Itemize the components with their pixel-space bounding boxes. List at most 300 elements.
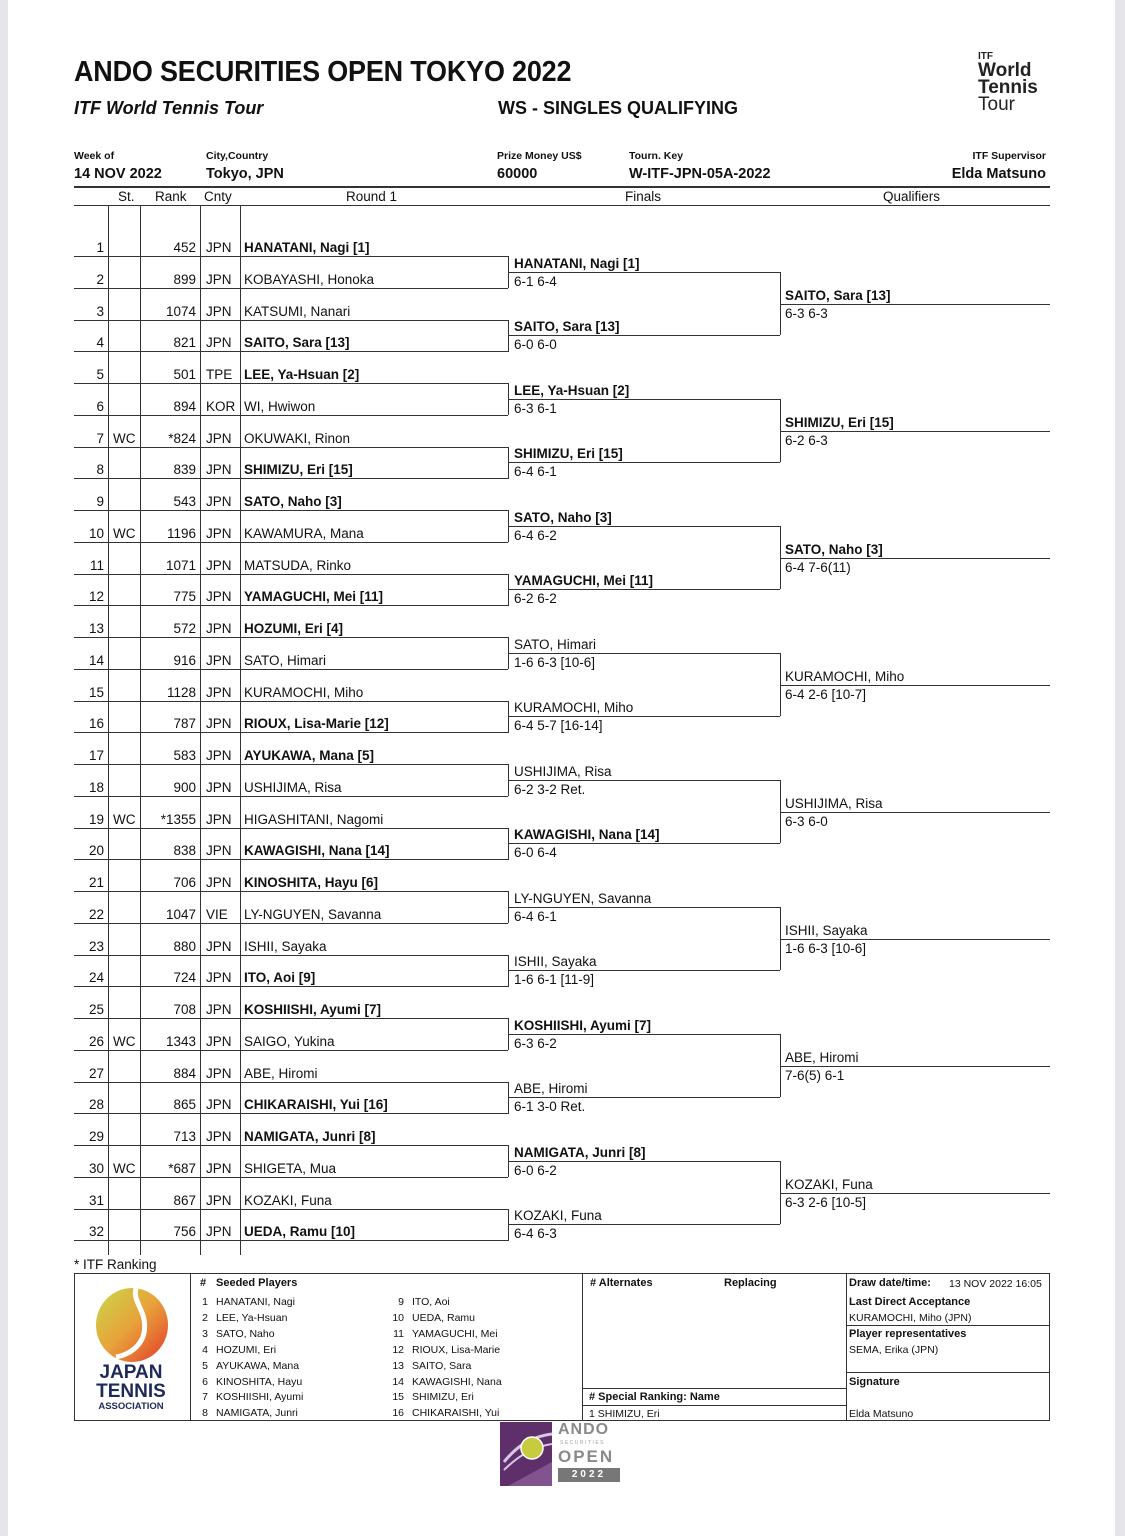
player-country: JPN xyxy=(206,240,232,255)
draw-position: 26 xyxy=(88,1033,104,1049)
row-rule xyxy=(74,955,508,956)
draw-position: 16 xyxy=(88,716,104,732)
player-country: JPN xyxy=(206,970,232,986)
player-name[interactable]: KOBAYASHI, Honoka xyxy=(244,271,375,287)
seed-player-name: KINOSHITA, Hayu xyxy=(216,1375,303,1388)
seed-number: 3 xyxy=(202,1327,208,1340)
qualifier-name[interactable]: USHIJIMA, Risa xyxy=(785,796,883,811)
special-ranking-title: # Special Ranking: Name xyxy=(589,1391,720,1403)
qualifier-name[interactable]: KURAMOCHI, Miho xyxy=(785,669,905,684)
finals-rule xyxy=(508,272,780,273)
draw-position: 7 xyxy=(96,430,104,446)
ando-logo-line2: SECURITIES xyxy=(560,1440,606,1446)
qualifier-name[interactable]: SHIMIZU, Eri [15] xyxy=(785,415,894,430)
jta-logo-line: ASSOCIATION xyxy=(98,1401,164,1412)
player-rank: 452 xyxy=(173,240,196,255)
finals-score: 6-0 6-4 xyxy=(514,845,557,860)
player-rank: 839 xyxy=(173,462,196,478)
player-name[interactable]: AYUKAWA, Mana [5] xyxy=(244,748,375,763)
qualifier-name[interactable]: ISHII, Sayaka xyxy=(785,923,868,938)
col-header-qualifiers: Qualifiers xyxy=(883,189,941,204)
row-rule xyxy=(74,605,508,606)
seed-player-name: LEE, Ya-Hsuan xyxy=(216,1311,288,1324)
alternates-title: # Alternates xyxy=(590,1277,653,1289)
qualifier-rule xyxy=(780,558,1050,559)
column-header-rule xyxy=(74,205,1050,206)
finals-rule xyxy=(508,780,780,781)
draw-position: 27 xyxy=(88,1065,104,1081)
finals-score: 6-2 3-2 Ret. xyxy=(514,782,586,797)
entry-status: WC xyxy=(113,525,136,541)
row-rule xyxy=(74,637,508,638)
row-rule xyxy=(74,1050,508,1051)
seed-player-name: SAITO, Sara xyxy=(412,1359,472,1372)
seed-player-name: SHIMIZU, Eri xyxy=(412,1391,474,1404)
itf-world-tennis-tour-logo xyxy=(978,52,1058,113)
qualifier-score: 6-3 6-3 xyxy=(785,306,828,321)
row-rule xyxy=(74,1145,508,1146)
row-rule xyxy=(74,542,508,543)
player-country: JPN xyxy=(206,938,232,954)
player-name[interactable]: SATO, Himari xyxy=(244,652,327,668)
player-country: JPN xyxy=(206,716,232,732)
row-rule xyxy=(74,415,508,416)
seed-number: 2 xyxy=(202,1311,208,1324)
qualifier-rule xyxy=(780,1193,1050,1194)
player-rank: 880 xyxy=(173,938,196,954)
finals-score: 6-4 6-2 xyxy=(514,528,557,543)
player-rank: 1074 xyxy=(165,303,196,319)
player-name[interactable]: KAWAMURA, Mana xyxy=(244,525,364,541)
player-rank: 865 xyxy=(173,1097,196,1113)
finals-winner-name[interactable]: ABE, Hiromi xyxy=(514,1081,588,1096)
bracket-connector xyxy=(508,1209,509,1241)
finals-score: 6-3 6-1 xyxy=(514,401,557,416)
finals-score: 6-1 6-4 xyxy=(514,274,557,289)
player-rank: *1355 xyxy=(160,811,196,827)
player-name[interactable]: KURAMOCHI, Miho xyxy=(244,684,364,700)
row-rule xyxy=(74,859,508,860)
signature-label: Signature xyxy=(849,1376,900,1388)
finals-score: 6-4 5-7 [16-14] xyxy=(514,718,603,733)
seed-number: 10 xyxy=(392,1311,404,1324)
player-name[interactable]: MATSUDA, Rinko xyxy=(244,557,352,573)
player-country: JPN xyxy=(206,843,232,859)
row-rule xyxy=(74,701,508,702)
draw-position: 12 xyxy=(88,589,104,605)
row-rule xyxy=(74,764,508,765)
player-reps-label: Player representatives xyxy=(849,1328,967,1340)
finals-winner-name[interactable]: NAMIGATA, Junri [8] xyxy=(514,1145,646,1160)
finals-rule xyxy=(508,399,780,400)
player-rank: 775 xyxy=(173,589,196,605)
jta-logo-text xyxy=(86,1363,176,1413)
prize-value: 60000 xyxy=(497,166,538,182)
finals-rule xyxy=(508,526,780,527)
week-label: Week of xyxy=(74,150,115,162)
finals-winner-name[interactable]: LEE, Ya-Hsuan [2] xyxy=(514,383,630,398)
lda-label: Last Direct Acceptance xyxy=(849,1296,971,1308)
player-name[interactable]: SATO, Naho [3] xyxy=(244,494,342,509)
finals-winner-name[interactable]: KURAMOCHI, Miho xyxy=(514,700,634,715)
seed-number: 6 xyxy=(202,1375,208,1388)
player-name[interactable]: CHIKARAISHI, Yui [16] xyxy=(244,1097,388,1113)
seed-player-name: RIOUX, Lisa-Marie xyxy=(412,1343,501,1356)
player-name[interactable]: WI, Hwiwon xyxy=(244,398,316,414)
row-rule xyxy=(74,891,508,892)
header-rule xyxy=(74,186,1050,188)
player-name[interactable]: ABE, Hiromi xyxy=(244,1065,318,1081)
seed-player-name: HOZUMI, Eri xyxy=(216,1343,277,1356)
player-name[interactable]: LY-NGUYEN, Savanna xyxy=(244,906,382,922)
player-country: JPN xyxy=(206,335,232,351)
player-name[interactable]: KOSHIISHI, Ayumi [7] xyxy=(244,1002,382,1017)
row-rule xyxy=(74,1209,508,1210)
itf-logo-mark: ITF xyxy=(978,51,993,62)
city-value: Tokyo, JPN xyxy=(206,166,284,182)
finals-rule xyxy=(508,653,780,654)
finals-rule xyxy=(508,970,780,971)
itf-logo-line: Tour xyxy=(978,94,1015,115)
row-rule xyxy=(74,923,508,924)
row-rule xyxy=(74,1018,508,1019)
qualifier-name[interactable]: ABE, Hiromi xyxy=(785,1050,859,1065)
prize-label: Prize Money US$ xyxy=(497,150,582,162)
tourn-key-label: Tourn. Key xyxy=(629,150,684,162)
col-header-finals: Finals xyxy=(625,189,662,204)
player-name[interactable]: ISHII, Sayaka xyxy=(244,938,327,954)
player-rank: 899 xyxy=(173,271,196,287)
finals-winner-name[interactable]: KAWAGISHI, Nana [14] xyxy=(514,827,660,842)
row-rule xyxy=(74,383,508,384)
row-rule xyxy=(74,986,508,987)
finals-rule xyxy=(508,1097,780,1098)
qualifier-rule xyxy=(780,304,1050,305)
finals-score: 6-0 6-2 xyxy=(514,1163,557,1178)
finals-winner-name[interactable]: ISHII, Sayaka xyxy=(514,954,597,969)
player-rank: 713 xyxy=(173,1129,196,1144)
draw-position: 32 xyxy=(88,1224,104,1240)
finals-winner-name[interactable]: SATO, Naho [3] xyxy=(514,510,612,525)
draw-position: 2 xyxy=(96,271,104,287)
entry-status: WC xyxy=(113,1033,136,1049)
seed-player-name: CHIKARAISHI, Yui xyxy=(412,1407,500,1420)
row-rule xyxy=(74,288,508,289)
draw-position: 4 xyxy=(96,335,104,351)
footer-divider xyxy=(582,1405,846,1406)
player-rank: 916 xyxy=(173,652,196,668)
city-label: City,Country xyxy=(206,150,269,162)
player-country: JPN xyxy=(206,652,232,668)
draw-position: 31 xyxy=(88,1192,104,1208)
draw-position: 6 xyxy=(96,398,104,414)
col-header-rank: Rank xyxy=(155,189,187,204)
tourn-key-value: W-ITF-JPN-05A-2022 xyxy=(629,166,771,182)
player-country: JPN xyxy=(206,589,232,605)
entry-status: WC xyxy=(113,430,136,446)
player-name[interactable]: USHIJIMA, Risa xyxy=(244,779,342,795)
col-header-st: St. xyxy=(118,189,135,204)
player-name[interactable]: YAMAGUCHI, Mei [11] xyxy=(244,589,384,605)
seed-number: 8 xyxy=(202,1407,208,1420)
finals-score: 6-4 6-3 xyxy=(514,1226,557,1241)
tennis-ball-icon xyxy=(92,1283,172,1363)
footer-divider xyxy=(582,1388,846,1389)
player-name[interactable]: ITO, Aoi [9] xyxy=(244,970,316,986)
player-country: JPN xyxy=(206,430,232,446)
player-name[interactable]: LEE, Ya-Hsuan [2] xyxy=(244,367,360,382)
player-country: JPN xyxy=(206,1097,232,1113)
footer-divider xyxy=(846,1372,1049,1373)
player-name[interactable]: HANATANI, Nagi [1] xyxy=(244,240,370,255)
finals-score: 6-1 3-0 Ret. xyxy=(514,1099,586,1114)
seed-number: 7 xyxy=(202,1391,208,1404)
draw-position: 17 xyxy=(88,748,104,763)
player-rank: 838 xyxy=(173,843,196,859)
bracket-connector xyxy=(508,447,509,479)
player-country: JPN xyxy=(206,1129,232,1144)
player-rank: 501 xyxy=(173,367,196,382)
finals-rule xyxy=(508,1224,780,1225)
seeds-hash: # xyxy=(200,1277,207,1289)
player-name[interactable]: KOZAKI, Funa xyxy=(244,1192,332,1208)
finals-winner-name[interactable]: YAMAGUCHI, Mei [11] xyxy=(514,573,654,588)
player-rank: 572 xyxy=(173,621,196,636)
ando-securities-open-logo xyxy=(500,1422,630,1486)
jta-logo-line: JAPAN xyxy=(99,1362,163,1383)
row-rule xyxy=(74,1240,508,1241)
finals-rule xyxy=(508,716,780,717)
tournament-title: ANDO SECURITIES OPEN TOKYO 2022 xyxy=(74,56,572,88)
finals-rule xyxy=(508,589,780,590)
player-country: JPN xyxy=(206,621,232,636)
player-name[interactable]: OKUWAKI, Rinon xyxy=(244,430,351,446)
player-name[interactable]: UEDA, Ramu [10] xyxy=(244,1224,356,1240)
player-rank: 867 xyxy=(173,1192,196,1208)
finals-score: 6-4 6-1 xyxy=(514,464,557,479)
bracket-connector xyxy=(508,828,509,860)
player-country: JPN xyxy=(206,303,232,319)
bracket-connector xyxy=(508,701,509,733)
seed-number: 14 xyxy=(392,1375,404,1388)
row-rule xyxy=(74,510,508,511)
player-rank: 543 xyxy=(173,494,196,509)
finals-rule xyxy=(508,907,780,908)
seed-player-name: NAMIGATA, Junri xyxy=(216,1407,298,1420)
draw-position: 24 xyxy=(88,970,104,986)
finals-rule xyxy=(508,1034,780,1035)
draw-position: 20 xyxy=(88,843,104,859)
finals-winner-name[interactable]: USHIJIMA, Risa xyxy=(514,764,612,779)
itf-ranking-footnote: * ITF Ranking xyxy=(74,1257,157,1272)
player-rank: 894 xyxy=(173,398,196,414)
draw-position: 21 xyxy=(88,875,104,890)
player-name[interactable]: HIGASHITANI, Nagomi xyxy=(244,811,384,827)
player-name[interactable]: KATSUMI, Nanari xyxy=(244,303,351,319)
seed-number: 1 xyxy=(202,1296,208,1308)
seed-player-name: KAWAGISHI, Nana xyxy=(412,1375,502,1388)
supervisor-label: ITF Supervisor xyxy=(972,150,1046,162)
player-name[interactable]: KINOSHITA, Hayu [6] xyxy=(244,875,379,890)
player-country: JPN xyxy=(206,684,232,700)
finals-score: 1-6 6-1 [11-9] xyxy=(514,972,595,987)
player-country: JPN xyxy=(206,748,232,763)
finals-rule xyxy=(508,462,780,463)
finals-winner-name[interactable]: SAITO, Sara [13] xyxy=(514,319,620,334)
player-name[interactable]: SHIGETA, Mua xyxy=(244,1160,337,1176)
seed-player-name: SATO, Naho xyxy=(216,1327,275,1340)
player-country: JPN xyxy=(206,1224,232,1240)
player-reps-value: SEMA, Erika (JPN) xyxy=(849,1344,939,1356)
seed-number: 5 xyxy=(202,1359,208,1372)
player-rank: 724 xyxy=(173,970,196,986)
row-rule xyxy=(74,574,508,575)
player-name[interactable]: SAIGO, Yukina xyxy=(244,1033,335,1049)
seed-player-name: HANATANI, Nagi xyxy=(216,1296,295,1308)
draw-position: 25 xyxy=(88,1002,104,1017)
player-country: KOR xyxy=(206,398,236,414)
player-rank: 884 xyxy=(173,1065,196,1081)
seed-number: 4 xyxy=(202,1343,208,1356)
row-rule xyxy=(74,732,508,733)
player-name[interactable]: NAMIGATA, Junri [8] xyxy=(244,1129,376,1144)
ando-logo-line1: ANDO xyxy=(558,1421,610,1438)
draw-position: 11 xyxy=(89,557,104,573)
footer-divider xyxy=(582,1273,583,1421)
tour-subtitle: ITF World Tennis Tour xyxy=(74,98,264,118)
draw-date-value: 13 NOV 2022 16:05 xyxy=(949,1278,1042,1290)
finals-winner-name[interactable]: HANATANI, Nagi [1] xyxy=(514,256,640,271)
draw-position: 22 xyxy=(88,906,104,922)
supervisor-value: Elda Matsuno xyxy=(951,166,1046,182)
player-country: JPN xyxy=(206,1065,232,1081)
draw-position: 9 xyxy=(96,494,104,509)
player-name[interactable]: HOZUMI, Eri [4] xyxy=(244,621,344,636)
player-country: JPN xyxy=(206,525,232,541)
qualifier-score: 6-3 6-0 xyxy=(785,814,828,829)
player-country: JPN xyxy=(206,779,232,795)
finals-rule xyxy=(508,1161,780,1162)
row-rule xyxy=(74,796,508,797)
seed-player-name: UEDA, Ramu xyxy=(412,1311,476,1324)
ando-logo-line3: OPEN xyxy=(558,1447,615,1466)
entry-status: WC xyxy=(113,1160,136,1176)
row-rule xyxy=(74,320,508,321)
bracket-connector xyxy=(508,955,509,987)
player-rank: 756 xyxy=(173,1224,196,1240)
player-country: JPN xyxy=(206,875,232,890)
week-value: 14 NOV 2022 xyxy=(74,166,162,182)
player-country: JPN xyxy=(206,811,232,827)
player-country: JPN xyxy=(206,1033,232,1049)
finals-score: 6-3 6-2 xyxy=(514,1036,557,1051)
row-rule xyxy=(74,351,508,352)
player-country: JPN xyxy=(206,271,232,287)
player-rank: 900 xyxy=(173,779,196,795)
draw-position: 30 xyxy=(88,1160,104,1176)
player-country: JPN xyxy=(206,1160,232,1176)
player-rank: *687 xyxy=(168,1160,196,1176)
qualifier-score: 6-4 7-6(11) xyxy=(785,560,851,575)
player-rank: 1047 xyxy=(165,906,196,922)
row-rule xyxy=(74,1113,508,1114)
draw-position: 1 xyxy=(96,240,104,255)
ando-logo-mark-icon xyxy=(500,1422,552,1486)
bracket-connector xyxy=(508,320,509,352)
signature-value: Elda Matsuno xyxy=(849,1408,914,1420)
footer-divider xyxy=(846,1273,847,1421)
finals-winner-name[interactable]: SHIMIZU, Eri [15] xyxy=(514,446,623,461)
itf-logo-line: Tennis xyxy=(978,77,1038,98)
player-rank: 708 xyxy=(173,1002,196,1017)
qualifier-rule xyxy=(780,431,1050,432)
player-name[interactable]: RIOUX, Lisa-Marie [12] xyxy=(244,716,389,732)
jta-logo-line: TENNIS xyxy=(96,1381,166,1402)
finals-score: 6-4 6-1 xyxy=(514,909,557,924)
qualifier-score: 7-6(5) 6-1 xyxy=(785,1068,845,1083)
qualifier-score: 6-4 2-6 [10-7] xyxy=(785,687,867,702)
player-country: JPN xyxy=(206,494,232,509)
finals-winner-name[interactable]: KOSHIISHI, Ayumi [7] xyxy=(514,1018,652,1033)
row-rule xyxy=(74,478,508,479)
qualifier-name[interactable]: KOZAKI, Funa xyxy=(785,1177,873,1192)
draw-position: 29 xyxy=(88,1129,104,1144)
draw-position: 18 xyxy=(88,779,104,795)
player-rank: 706 xyxy=(173,875,196,890)
qualifier-rule xyxy=(780,1066,1050,1067)
player-rank: 1128 xyxy=(166,684,196,700)
col-header-round1: Round 1 xyxy=(346,189,398,204)
draw-position: 13 xyxy=(88,621,104,636)
player-country: JPN xyxy=(206,557,232,573)
row-rule xyxy=(74,447,508,448)
draw-position: 23 xyxy=(88,938,104,954)
row-rule xyxy=(74,669,508,670)
finals-winner-name[interactable]: KOZAKI, Funa xyxy=(514,1208,602,1223)
player-name[interactable]: KAWAGISHI, Nana [14] xyxy=(244,843,390,859)
draw-sheet-page xyxy=(8,0,1115,1536)
seed-player-name: KOSHIISHI, Ayumi xyxy=(216,1391,304,1404)
qualifier-score: 6-3 2-6 [10-5] xyxy=(785,1195,867,1210)
row-rule xyxy=(74,828,508,829)
qualifier-rule xyxy=(780,812,1050,813)
finals-rule xyxy=(508,843,780,844)
ando-logo-year: 2022 xyxy=(558,1468,620,1482)
player-name[interactable]: SHIMIZU, Eri [15] xyxy=(244,462,353,478)
player-country: JPN xyxy=(206,462,232,478)
seed-number: 13 xyxy=(392,1359,404,1372)
seed-player-name: ITO, Aoi xyxy=(412,1296,450,1308)
qualifier-rule xyxy=(780,939,1050,940)
seed-number: 16 xyxy=(392,1407,404,1420)
finals-winner-name[interactable]: SATO, Himari xyxy=(514,637,597,652)
finals-score: 6-2 6-2 xyxy=(514,591,557,606)
row-rule xyxy=(74,1082,508,1083)
draw-date-label: Draw date/time: xyxy=(849,1277,931,1289)
finals-winner-name[interactable]: LY-NGUYEN, Savanna xyxy=(514,891,652,906)
player-country: JPN xyxy=(206,1002,232,1017)
qualifier-name[interactable]: SATO, Naho [3] xyxy=(785,542,883,557)
finals-rule xyxy=(508,335,780,336)
player-rank: *824 xyxy=(168,430,196,446)
qualifier-name[interactable]: SAITO, Sara [13] xyxy=(785,288,891,303)
draw-position: 28 xyxy=(88,1097,104,1113)
footer-divider xyxy=(190,1273,191,1421)
qualifier-score: 6-2 6-3 xyxy=(785,433,828,448)
seed-player-name: YAMAGUCHI, Mei xyxy=(412,1327,498,1340)
seed-number: 15 xyxy=(392,1391,404,1404)
player-name[interactable]: SAITO, Sara [13] xyxy=(244,335,350,351)
